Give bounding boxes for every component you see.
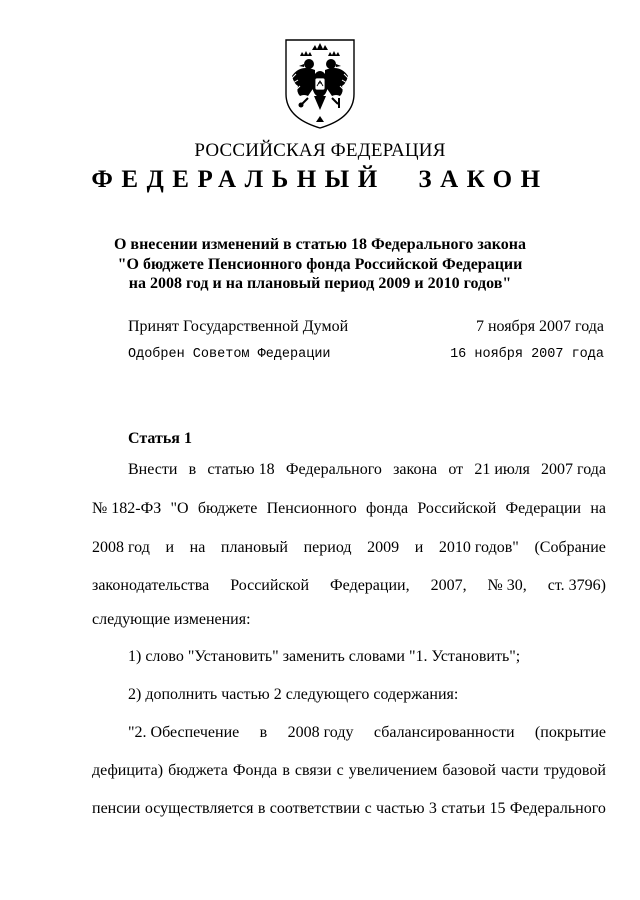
word: с <box>364 800 372 817</box>
word: (покрытие <box>534 724 606 741</box>
word: в <box>259 724 268 741</box>
law-title-line: О внесении изменений в статью 18 Федерального закона <box>113 236 527 253</box>
word: 2010 годов" <box>438 539 519 556</box>
word: 21 июля <box>474 461 530 478</box>
article-heading: Статья 1 <box>128 430 192 447</box>
word: 2008 году <box>287 724 354 741</box>
word: законодательства <box>92 577 210 594</box>
word: Российской <box>417 500 497 517</box>
word: Федерации, <box>330 577 410 594</box>
word: № 30, <box>487 577 527 594</box>
word: базовой <box>442 762 496 779</box>
country-name: РОССИЙСКАЯ ФЕДЕРАЦИЯ <box>194 140 446 161</box>
word: бюджета <box>168 762 228 779</box>
word: и <box>414 539 424 556</box>
duma-adoption-date: 7 ноября 2007 года <box>475 318 604 335</box>
word: (Собрание <box>534 539 606 556</box>
word: 2007 года <box>541 461 606 478</box>
article-text-line <box>128 724 606 742</box>
word: "О <box>170 500 189 517</box>
council-approval-label: Одобрен Советом Федерации <box>128 347 331 362</box>
article-text-line <box>92 800 606 818</box>
word: соответствии <box>269 800 361 817</box>
article-text-line: следующие изменения: <box>92 611 251 628</box>
word: на <box>189 539 206 556</box>
word: на <box>590 500 606 517</box>
word: осуществляется <box>144 800 254 817</box>
word: дефицита) <box>92 762 164 779</box>
coat-of-arms-emblem <box>282 36 358 132</box>
word: сбалансированности <box>373 724 515 741</box>
word: Внести <box>128 461 178 478</box>
duma-adoption-label: Принят Государственной Думой <box>128 318 349 335</box>
word: статьи <box>441 800 486 817</box>
word: в <box>257 800 266 817</box>
word: 2008 год <box>92 539 150 556</box>
article-text-line <box>92 539 606 557</box>
word: пенсии <box>92 800 141 817</box>
word: от <box>448 461 464 478</box>
word: части <box>500 762 539 779</box>
word: увеличением <box>348 762 438 779</box>
word: 2009 <box>367 539 400 556</box>
double-headed-eagle-icon <box>282 36 358 132</box>
article-text-line <box>92 577 606 595</box>
word: Фонда <box>232 762 278 779</box>
word: бюджете <box>197 500 258 517</box>
law-title <box>0 235 640 294</box>
word: фонда <box>365 500 409 517</box>
amendment-item-2: 2) дополнить частью 2 следующего содержания: <box>128 686 459 703</box>
word: Федерации <box>505 500 582 517</box>
word: статью 18 <box>207 461 275 478</box>
word: частью <box>376 800 425 817</box>
word: и <box>165 539 175 556</box>
word: плановый <box>220 539 288 556</box>
word: период <box>303 539 352 556</box>
article-text-line <box>92 500 606 518</box>
word: № 182-ФЗ <box>92 500 162 517</box>
word: 15 <box>489 800 506 817</box>
law-type-heading: ФЕДЕРАЛЬНЫЙ ЗАКОН <box>91 166 549 193</box>
word: Федерального <box>509 800 606 817</box>
word: с <box>336 762 344 779</box>
word: Российской <box>230 577 310 594</box>
word: в <box>282 762 290 779</box>
word: 3 <box>428 800 437 817</box>
word: связи <box>294 762 332 779</box>
word: 2007, <box>430 577 467 594</box>
council-approval-date: 16 ноября 2007 года <box>450 347 604 362</box>
word: в <box>188 461 197 478</box>
article-text-line <box>92 762 606 780</box>
word: трудовой <box>543 762 606 779</box>
law-title-line: на 2008 год и на плановый период 2009 и 2010 годов" <box>128 275 512 292</box>
word: Федерального <box>285 461 382 478</box>
article-text-line <box>128 461 606 479</box>
word: Пенсионного <box>266 500 357 517</box>
amendment-item-1: 1) слово "Установить" заменить словами "1. Установить"; <box>128 648 521 665</box>
word: ст. 3796) <box>547 577 606 594</box>
word: "2. Обеспечение <box>128 724 240 741</box>
law-title-line: "О бюджете Пенсионного фонда Российской Федерации <box>117 255 523 273</box>
word: закона <box>393 461 438 478</box>
